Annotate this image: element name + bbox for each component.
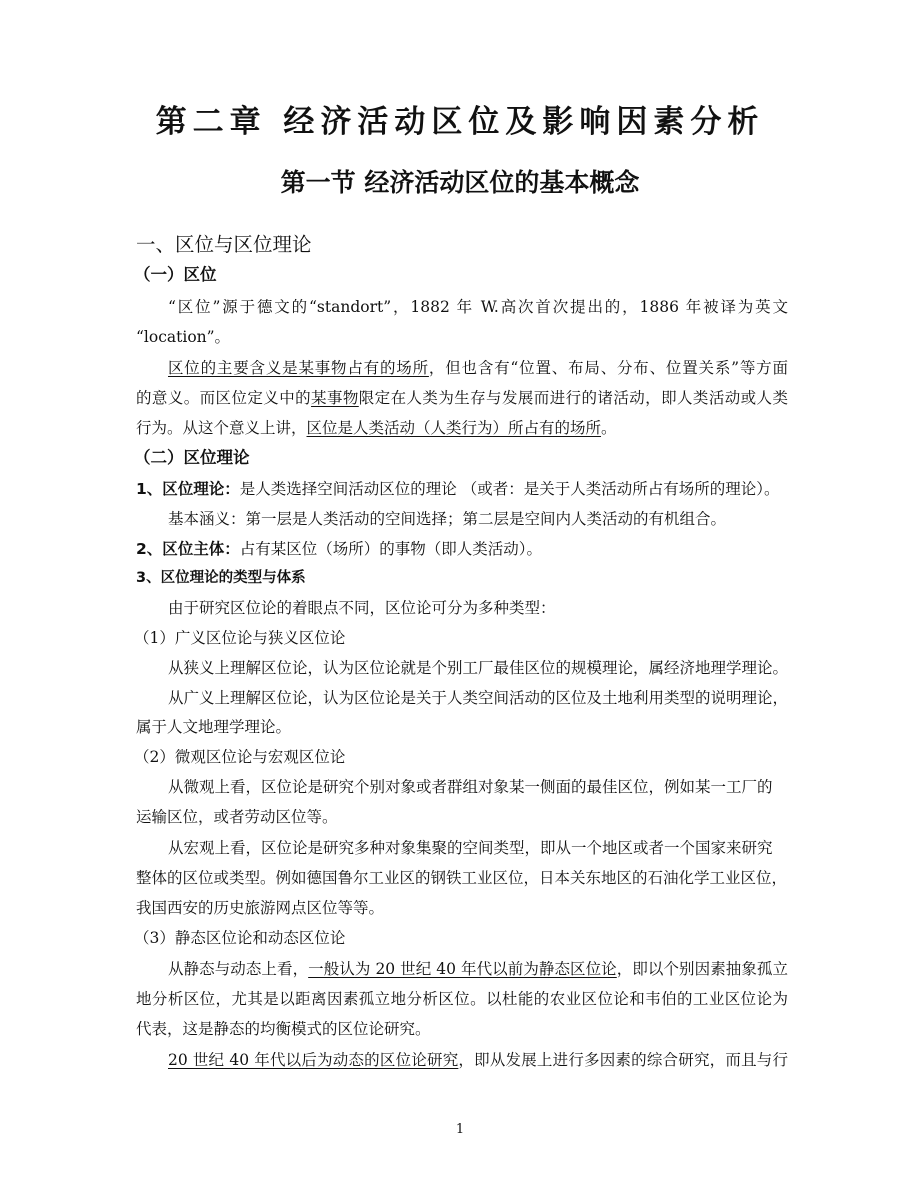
heading-1: 一、区位与区位理论 <box>136 233 312 256</box>
underlined-text: 区位的主要含义是某事物占有的场所 <box>168 359 429 377</box>
paragraph-line: 区位的主要含义是某事物占有的场所，但也含有“位置、布局、分布、位置关系”等方面 <box>168 359 788 377</box>
paragraph-line: 属于人文地理学理论。 <box>136 718 292 736</box>
list-item: 1、区位理论：是人类选择空间活动区位的理论 （或者：是关于人类活动所占有场所的理论）。 <box>136 480 780 498</box>
paragraph-line: 从广义上理解区位论，认为区位论是关于人类空间活动的区位及土地利用类型的说明理论， <box>168 689 789 707</box>
underlined-text: 20 世纪 40 年代以后为动态的区位论研究 <box>168 1051 459 1069</box>
paragraph-line: “区位”源于德文的“standort”，1882 年 W.高次首次提出的，1886 年被译为英文 <box>168 298 788 316</box>
type-title: （2）微观区位论与宏观区位论 <box>134 748 346 766</box>
paragraph-line: 从宏观上看，区位论是研究多种对象集聚的空间类型，即从一个地区或者一个国家来研究 <box>168 839 773 857</box>
paragraph-line: 我国西安的历史旅游网点区位等等。 <box>136 899 385 917</box>
list-item: 2、区位主体：占有某区位（场所）的事物（即人类活动）。 <box>136 540 543 558</box>
paragraph-line: 由于研究区位论的着眼点不同，区位论可分为多种类型： <box>168 599 556 617</box>
section-title: 第一节 经济活动区位的基本概念 <box>280 168 640 197</box>
chapter-title: 第二章 经济活动区位及影响因素分析 <box>155 104 765 140</box>
paragraph-line: 基本涵义：第一层是人类活动的空间选择；第二层是空间内人类活动的有机组合。 <box>168 510 727 528</box>
paragraph-line: 运输区位，或者劳动区位等。 <box>136 808 338 826</box>
paragraph-line: 20 世纪 40 年代以后为动态的区位论研究，即从发展上进行多因素的综合研究，而且与行 <box>168 1051 788 1069</box>
type-title: （3）静态区位论和动态区位论 <box>134 929 346 947</box>
paragraph-line: 代表，这是静态的均衡模式的区位论研究。 <box>136 1020 431 1038</box>
subheading-location: （一）区位 <box>134 265 217 284</box>
paragraph-line: “location”。 <box>136 328 231 346</box>
paragraph-line: 的意义。而区位定义中的某事物限定在人类为生存与发展而进行的诸活动，即人类活动或人类 <box>136 389 788 407</box>
paragraph-line: 行为。从这个意义上讲，区位是人类活动（人类行为）所占有的场所。 <box>136 419 617 437</box>
paragraph-line: 地分析区位，尤其是以距离因素孤立地分析区位。以杜能的农业区位论和韦伯的工业区位论为 <box>136 990 788 1008</box>
list-item: 3、区位理论的类型与体系 <box>136 570 306 586</box>
paragraph-line: 从静态与动态上看，一般认为 20 世纪 40 年代以前为静态区位论，即以个别因素抽象孤立 <box>168 960 788 978</box>
underlined-text: 区位是人类活动（人类行为）所占有的场所 <box>306 419 602 437</box>
paragraph-line: 从狭义上理解区位论，认为区位论就是个别工厂最佳区位的规模理论，属经济地理学理论。 <box>168 659 789 677</box>
paragraph-line: 从微观上看，区位论是研究个别对象或者群组对象某一侧面的最佳区位，例如某一工厂的 <box>168 778 773 796</box>
underlined-text: 一般认为 20 世纪 40 年代以前为静态区位论 <box>308 960 617 978</box>
page-number: 1 <box>455 1122 465 1137</box>
subheading-location-theory: （二）区位理论 <box>134 448 250 467</box>
underlined-text: 某事物 <box>311 389 359 407</box>
paragraph-line: 整体的区位或类型。例如德国鲁尔工业区的钢铁工业区位，日本关东地区的石油化学工业区位， <box>136 869 788 887</box>
type-title: （1）广义区位论与狭义区位论 <box>134 629 346 647</box>
